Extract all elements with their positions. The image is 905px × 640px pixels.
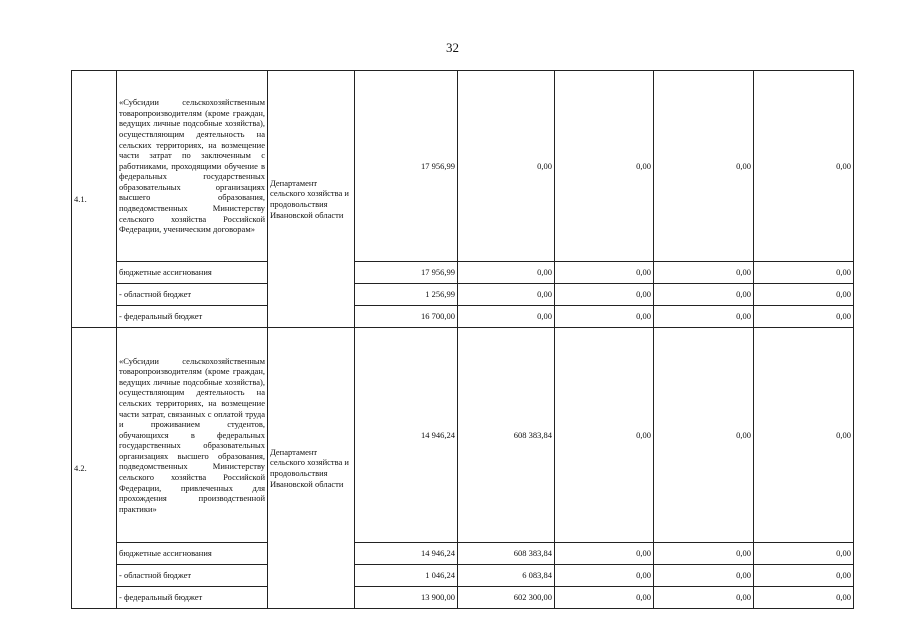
value-cell: 0,00 bbox=[555, 306, 654, 328]
value-cell: 0,00 bbox=[458, 262, 555, 284]
sub-row-label: бюджетные ассигнования bbox=[117, 543, 268, 565]
value-cell: 602 300,00 bbox=[458, 587, 555, 609]
value-cell: 0,00 bbox=[654, 587, 754, 609]
value-cell: 0,00 bbox=[654, 328, 754, 543]
value-cell: 0,00 bbox=[555, 328, 654, 543]
value-cell: 0,00 bbox=[654, 262, 754, 284]
value-cell: 17 956,99 bbox=[355, 262, 458, 284]
table-row bbox=[72, 262, 854, 284]
table-row bbox=[72, 587, 854, 609]
sub-row-label: - федеральный бюджет bbox=[117, 587, 268, 609]
row-index: 4.2. bbox=[72, 328, 117, 609]
row-department: Департамент сельского хозяйства и продовольствия Ивановской области bbox=[268, 71, 355, 328]
row-description: «Субсидии сельскохозяйственным товаропроизводителям (кроме граждан, ведущих личные подсобные хозяйства), осуществляющим деятельность на сельских территориях, на возмещение части затрат, связанных с оплатой труда и проживанием студентов, обучающихся в федеральных государственных образовательных организациях высшего образования, подведомственных Министерству сельского хозяйства Российской Федерации, привлеченных для прохождения производственной практики» bbox=[117, 328, 268, 543]
value-cell: 0,00 bbox=[458, 284, 555, 306]
value-cell: 0,00 bbox=[754, 328, 854, 543]
sub-row-label: - областной бюджет bbox=[117, 284, 268, 306]
value-cell: 0,00 bbox=[654, 543, 754, 565]
value-cell: 0,00 bbox=[754, 587, 854, 609]
value-cell: 0,00 bbox=[654, 565, 754, 587]
value-cell: 608 383,84 bbox=[458, 328, 555, 543]
sub-row-label: - федеральный бюджет bbox=[117, 306, 268, 328]
row-description: «Субсидии сельскохозяйственным товаропроизводителям (кроме граждан, ведущих личные подсобные хозяйства), осуществляющим деятельность на сельских территориях, на возмещение части затрат по заключенным с работниками, проходящими обучение в федеральных государственных образовательных организациях высшего образования, подведомственных Министерству сельского хозяйства Российской Федерации, ученическим договорам» bbox=[117, 71, 268, 262]
value-cell: 0,00 bbox=[555, 565, 654, 587]
page-number: 32 bbox=[446, 40, 459, 55]
table-row bbox=[72, 565, 854, 587]
value-cell: 0,00 bbox=[754, 543, 854, 565]
value-cell: 0,00 bbox=[654, 71, 754, 262]
value-cell: 14 946,24 bbox=[355, 328, 458, 543]
value-cell: 13 900,00 bbox=[355, 587, 458, 609]
table-row bbox=[72, 306, 854, 328]
value-cell: 0,00 bbox=[754, 565, 854, 587]
value-cell: 0,00 bbox=[754, 262, 854, 284]
row-index: 4.1. bbox=[72, 71, 117, 328]
value-cell: 0,00 bbox=[654, 306, 754, 328]
value-cell: 608 383,84 bbox=[458, 543, 555, 565]
value-cell: 0,00 bbox=[555, 284, 654, 306]
value-cell: 6 083,84 bbox=[458, 565, 555, 587]
budget-table bbox=[71, 70, 854, 609]
value-cell: 17 956,99 bbox=[355, 71, 458, 262]
value-cell: 0,00 bbox=[654, 284, 754, 306]
table-row bbox=[72, 71, 854, 262]
value-cell: 0,00 bbox=[458, 306, 555, 328]
table-row bbox=[72, 284, 854, 306]
row-department: Департамент сельского хозяйства и продовольствия Ивановской области bbox=[268, 328, 355, 609]
value-cell: 16 700,00 bbox=[355, 306, 458, 328]
value-cell: 0,00 bbox=[458, 71, 555, 262]
value-cell: 0,00 bbox=[555, 71, 654, 262]
sub-row-label: - областной бюджет bbox=[117, 565, 268, 587]
value-cell: 14 946,24 bbox=[355, 543, 458, 565]
table-row bbox=[72, 543, 854, 565]
value-cell: 1 256,99 bbox=[355, 284, 458, 306]
table-row bbox=[72, 328, 854, 543]
value-cell: 0,00 bbox=[555, 262, 654, 284]
value-cell: 0,00 bbox=[754, 71, 854, 262]
value-cell: 0,00 bbox=[555, 543, 654, 565]
value-cell: 0,00 bbox=[555, 587, 654, 609]
value-cell: 0,00 bbox=[754, 306, 854, 328]
value-cell: 1 046,24 bbox=[355, 565, 458, 587]
sub-row-label: бюджетные ассигнования bbox=[117, 262, 268, 284]
value-cell: 0,00 bbox=[754, 284, 854, 306]
